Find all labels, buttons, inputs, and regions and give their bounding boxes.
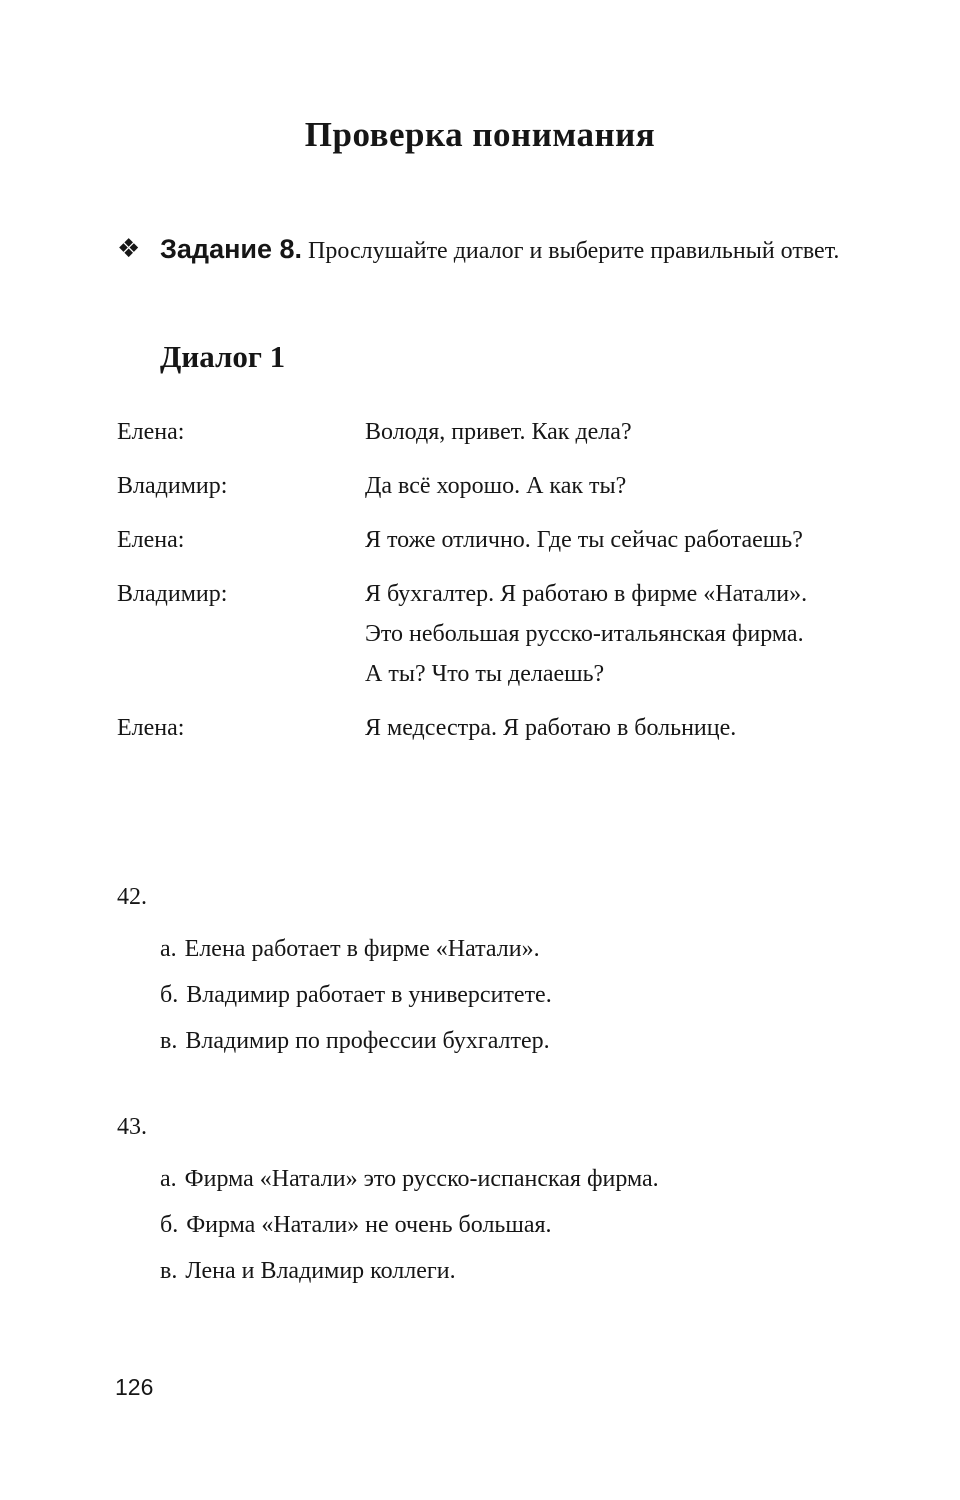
dialog-row [117,708,845,748]
dialog [117,412,845,762]
options-list [160,1156,847,1294]
speaker-name: Владимир: [117,473,228,499]
option-v [160,1248,847,1294]
option-text: Лена и Владимир коллеги. [185,1258,456,1284]
diamond-bullet-icon: ❖ [117,234,141,264]
task-label: Задание 8. [160,234,303,264]
option-letter: а. [160,1166,177,1192]
option-text: Елена работает в фирме «Натали». [184,936,540,962]
dialog-text: Я бухгалтер. Я работаю в фирме «Натали». Это небольшая русско-итальянская фирма. А ты? Что ты делаешь? [365,581,808,687]
task-instruction: Прослушайте диалог и выберите правильный ответ. [308,238,840,264]
option-text: Владимир работает в университете. [186,982,552,1008]
dialog-text: Да всё хорошо. А как ты? [365,473,627,499]
page-title: Проверка понимания [304,115,656,154]
option-text: Фирма «Натали» не очень большая. [186,1212,552,1238]
question-number: 43. [117,1114,147,1140]
option-letter: в. [160,1028,178,1054]
dialog-row [117,574,845,694]
option-text: Владимир по профессии бухгалтер. [185,1028,550,1054]
option-letter: б. [160,1212,179,1238]
option-b [160,1202,847,1248]
speaker-name: Владимир: [117,581,228,607]
option-a [160,926,847,972]
speaker-name: Елена: [117,419,185,445]
dialog-heading: Диалог 1 [160,339,286,374]
options-list [160,926,847,1064]
option-letter: а. [160,936,177,962]
option-letter: б. [160,982,179,1008]
option-a [160,1156,847,1202]
page-number: 126 [115,1374,154,1400]
option-text: Фирма «Натали» это русско-испанская фирма. [184,1166,659,1192]
question-43 [117,1112,847,1294]
dialog-text: Володя, привет. Как дела? [365,419,632,445]
speaker-name: Елена: [117,715,185,741]
option-letter: в. [160,1258,178,1284]
option-v [160,1018,847,1064]
task-text [160,228,850,272]
question-number: 42. [117,884,147,910]
dialog-text: Я медсестра. Я работаю в больнице. [365,715,737,741]
option-b [160,972,847,1018]
question-42 [117,882,847,1064]
dialog-row [117,466,845,506]
speaker-name: Елена: [117,527,185,553]
dialog-row [117,520,845,560]
task-block [117,228,850,272]
dialog-text: Я тоже отлично. Где ты сейчас работаешь? [365,527,803,553]
dialog-row [117,412,845,452]
